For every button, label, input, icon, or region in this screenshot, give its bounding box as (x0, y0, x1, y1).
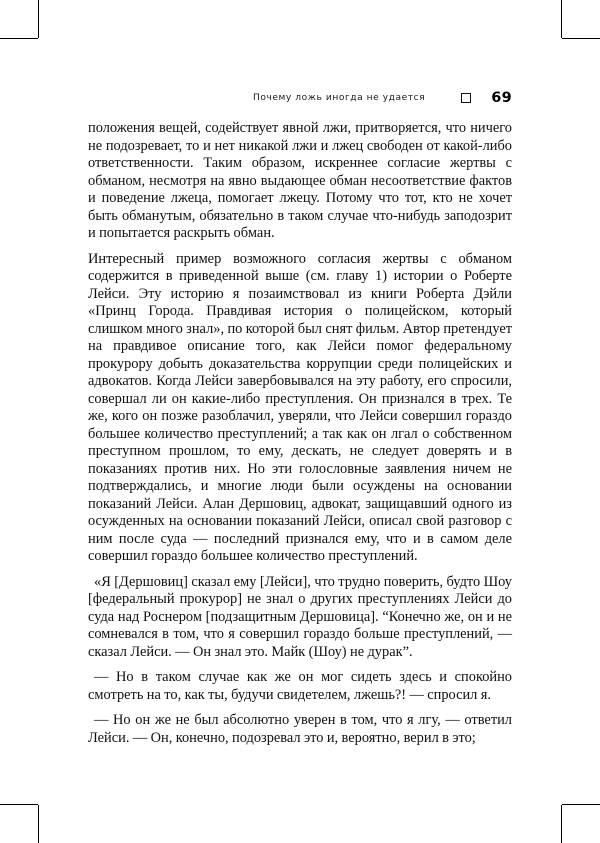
crop-mark-bottom-left-vertical (38, 805, 39, 843)
paragraph-dialogue-question: — Но в таком случае как же он мог сидеть здесь и спокойно смотреть на то, как ты, будучи свидетелем, лжешь?! — спросил я. (88, 669, 512, 703)
running-head (88, 90, 512, 106)
page-number: 69 (491, 90, 512, 106)
crop-mark-bottom-left-horizontal (0, 804, 38, 805)
paragraph-lacey-story: Интересный пример возможного согласия жертвы с обманом содержится в приведенной выше (см. главу 1) истории о Роберте Лейси. Эту историю я позаимствовал из книги Роберта Дэйли «Принц Города. Правдивая история о полицейском, который слишком много знал», по которой был снят фильм. Автор претендует на правдивое описание того, как Лейси помог федеральному прокурору добыть доказательства коррупции среди полицейских и адвокатов. Когда Лейси завербовывался на эту работу, его спросили, совершал ли он какие-либо преступления. Он признался в трех. Те же, кого он позже разоблачил, уверяли, что Лейси совершил гораздо большее количество преступлений; а так как он лгал о собственном преступном прошлом, то ему, дескать, не следует доверять и в показаниях против них. Но эти голословные заявления ничем не подтверждались, и многие люди были осуждены на основании показаний Лейси. Алан Дершовиц, адвокат, защищавший одного из осужденных на основании показаний Лейси, описал свой разговор с ним после суда — последний признался ему, что и в самом деле совершил гораздо большее количество преступлений. (88, 250, 513, 564)
paragraph-dershowitz-quote: «Я [Дершовиц] сказал ему [Лейси], что трудно поверить, будто Шоу [федеральный прокурор] не знал о других преступлениях Лейси до суда над Роснером [подзащитным Дершовица]. “Конечно же, он и не сомневался в том, что я совершил гораздо больше преступлений, — сказал Лейси. — Он знал это. Майк (Шоу) не дурак”. (88, 573, 512, 660)
hollow-square-icon (461, 93, 471, 103)
crop-mark-top-left-vertical (38, 0, 39, 38)
crop-mark-top-right-horizontal (562, 38, 600, 39)
crop-mark-bottom-right-horizontal (562, 804, 600, 805)
paragraph-victim-consent: положения вещей, содействует явной лжи, притворяется, что ничего не подозревает, то и нет никакой лжи и лжец свободен от какой-либо ответственности. Таким образом, искреннее согласие жертвы с обманом, несмотря на явно выдающее обман несоответствие фактов и поведение лжеца, помогает лжецу. Потому что тот, кто не хочет быть обманутым, обязательно в таком случае что-нибудь заподозрит и попытается раскрыть обман. (88, 120, 512, 241)
crop-mark-bottom-right-vertical (561, 805, 562, 843)
body-text-column (88, 120, 512, 747)
crop-mark-top-right-vertical (561, 0, 562, 38)
running-head-title: Почему ложь иногда не удается (252, 93, 426, 103)
crop-mark-top-left-horizontal (0, 38, 38, 39)
paragraph-dialogue-answer: — Но он же не был абсолютно уверен в том, что я лгу, — ответил Лейси. — Он, конечно, подозревал это и, вероятно, верил в это; (88, 712, 512, 746)
